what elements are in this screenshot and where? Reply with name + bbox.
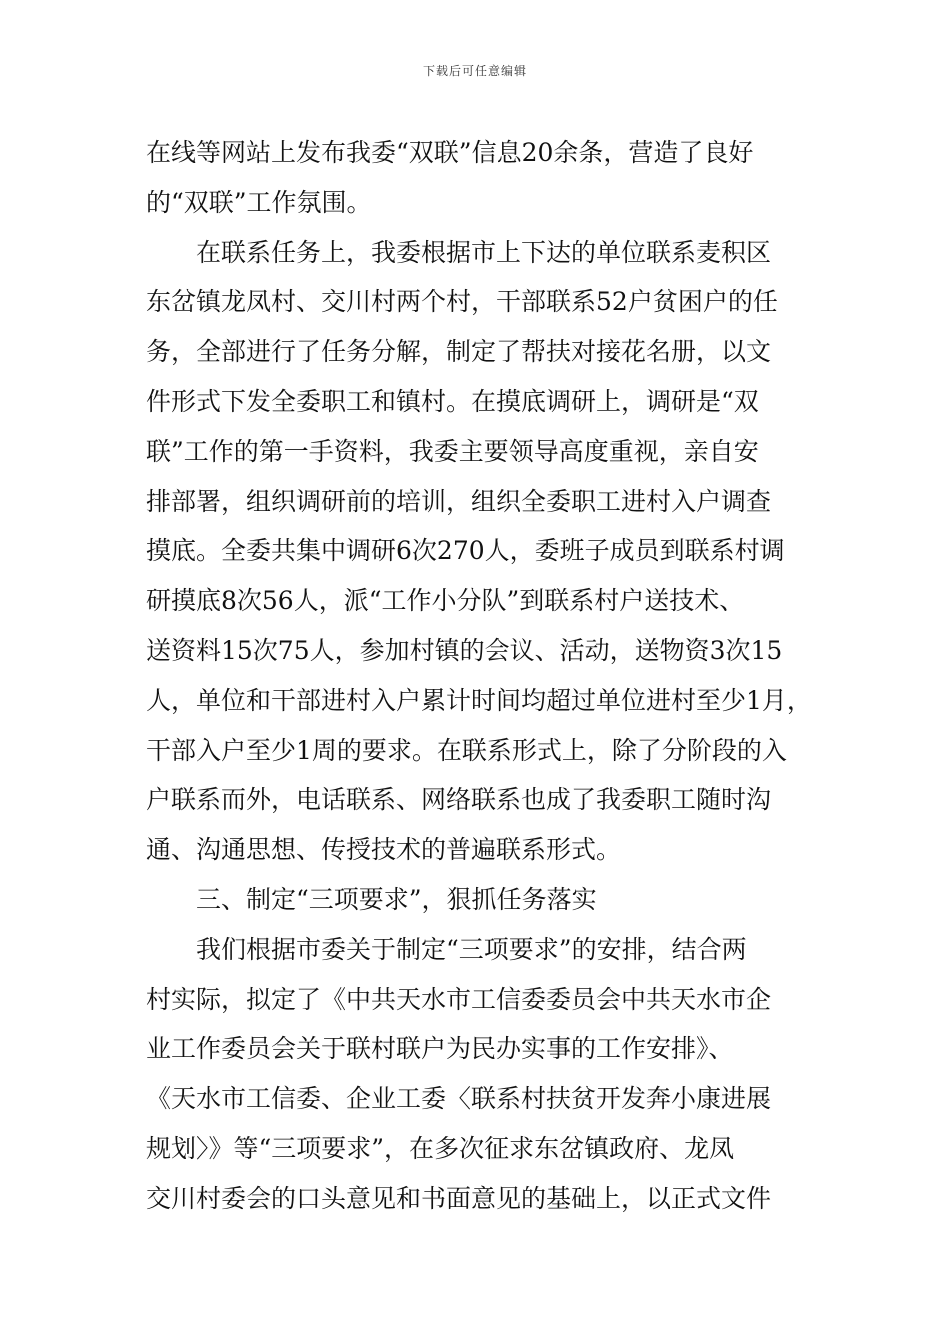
text-line: 东岔镇龙凤村、交川村两个村，干部联系52户贫困户的任 — [146, 287, 778, 317]
text-line: 干部入户至少1周的要求。在联系形式上，除了分阶段的入 — [146, 735, 787, 765]
text-line: 业工作委员会关于联村联户为民办实事的工作安排》、 — [146, 1034, 734, 1064]
text-line: 规划〉》等“三项要求”，在多次征求东岔镇政府、龙凤 — [146, 1133, 735, 1163]
text-line: 件形式下发全委职工和镇村。在摸底调研上，调研是“双 — [146, 386, 759, 416]
text-line: 交川村委会的口头意见和书面意见的基础上，以正式文件 — [146, 1183, 772, 1213]
text-line: 在联系任务上，我委根据市上下达的单位联系麦积区 — [196, 237, 772, 267]
text-line: 联”工作的第一手资料，我委主要领导高度重视，亲自安 — [146, 436, 759, 466]
text-line: 户联系而外，电话联系、网络联系也成了我委职工随时沟 — [146, 785, 772, 815]
text-line: 的“双联”工作氛围。 — [146, 187, 372, 217]
text-line: 在线等网站上发布我委“双联”信息20余条，营造了良好 — [146, 138, 754, 167]
text-line: 三、制定“三项要求”，狠抓任务落实 — [196, 884, 597, 914]
text-line: 通、沟通思想、传授技术的普遍联系形式。 — [146, 835, 622, 865]
text-line: 我们根据市委关于制定“三项要求”的安排，结合两 — [196, 934, 747, 964]
text-line: 摸底。全委共集中调研6次270人，委班子成员到联系村调 — [146, 536, 785, 566]
page-header: 下载后可任意编辑 — [422, 64, 527, 78]
text-line: 人，单位和干部进村入户累计时间均超过单位进村至少1月， — [146, 685, 812, 715]
text-line: 务，全部进行了任务分解，制定了帮扶对接花名册，以文 — [146, 337, 772, 367]
text-line: 研摸底8次56人，派“工作小分队”到联系村户送技术、 — [146, 586, 745, 616]
document-body — [146, 128, 826, 1224]
text-line: 排部署，组织调研前的培训，组织全委职工进村入户调查 — [146, 486, 772, 516]
text-line: 村实际，拟定了《中共天水市工信委委员会中共天水市企 — [146, 984, 772, 1014]
text-line: 《天水市工信委、企业工委〈联系村扶贫开发奔小康进展 — [146, 1084, 772, 1114]
text-line: 送资料15次75人，参加村镇的会议、活动，送物资3次15 — [146, 635, 783, 665]
